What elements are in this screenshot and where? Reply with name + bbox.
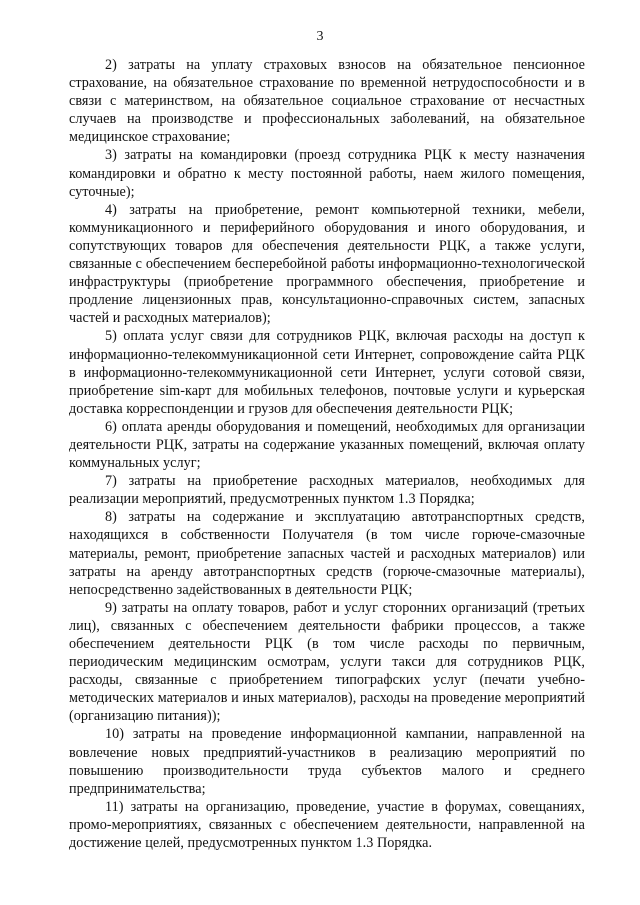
list-item-5: 5) оплата услуг связи для сотрудников РЦК, включая расходы на доступ к информационно-телекоммуникационной сети Интернет, сопровождение сайта РЦК в информационно-телекоммуникационной сети Интернет, услуги сотовой связи, приобретение sim-карт для мобильных телефонов, почтовые услуги и курьерская доставка корреспонденции и грузов для обеспечения деятельности РЦК;: [69, 328, 585, 417]
list-item-2: 2) затраты на уплату страховых взносов на обязательное пенсионное страхование, на обязательное страхование по временной нетрудоспособности и в связи с материнством, на обязательное социальное страхование от несчастных случаев на производстве и профессиональных заболеваний, на обязательное медицинское страхование;: [69, 57, 585, 146]
list-item-3: 3) затраты на командировки (проезд сотрудника РЦК к месту назначения командировки и обратно к месту постоянной работы, наем жилого помещения, суточные);: [69, 147, 585, 200]
page-number: 3: [316, 29, 324, 44]
list-item-8: 8) затраты на содержание и эксплуатацию автотранспортных средств, находящихся в собственности Получателя (в том числе горюче-смазочные материалы, ремонт, приобретение запасных частей и расходных материалов) или затраты на аренду автотранспортных средств (горюче-смазочные материалы), непосредственно задействованных в деятельности РЦК;: [69, 509, 585, 598]
list-item-7: 7) затраты на приобретение расходных материалов, необходимых для реализации мероприятий, предусмотренных пунктом 1.3 Порядка;: [69, 473, 585, 508]
list-item-9: 9) затраты на оплату товаров, работ и услуг сторонних организаций (третьих лиц), связанных с обеспечением деятельности фабрики процессов, а также обеспечением деятельности РЦК (в том числе расходы по первичным, периодическим медицинским осмотрам, услуги такси для сотрудников РЦК, расходы, связанные с приобретением типографских услуг (печати учебно-методических материалов и иных материалов), расходы на проведение мероприятий (организацию питания));: [69, 599, 585, 725]
list-item-6: 6) оплата аренды оборудования и помещений, необходимых для организации деятельности РЦК, затраты на содержание указанных помещений, включая оплату коммунальных услуг;: [69, 418, 585, 472]
list-item-10: 10) затраты на проведение информационной кампании, направленной на вовлечение новых предприятий-участников в реализацию мероприятий по повышению производительности труда субъектов малого и среднего предпринимательства;: [69, 726, 585, 797]
document-body: [69, 56, 585, 852]
list-item-11: 11) затраты на организацию, проведение, участие в форумах, совещаниях, промо-мероприятиях, связанных с обеспечением деятельности, направленной на достижение целей, предусмотренных пунктом 1.3 Порядка.: [69, 798, 585, 852]
list-item-4: 4) затраты на приобретение, ремонт компьютерной техники, мебели, коммуникационного и периферийного оборудования и иного оборудования, и сопутствующих товаров для обеспечения деятельности РЦК, а также услуги, связанные с обеспечением бесперебойной работы информационно-технологической инфраструктуры (приобретение программного обеспечения, приобретение и продление лицензионных прав, консультационно-справочных систем, запасных частей и расходных материалов);: [69, 201, 585, 327]
